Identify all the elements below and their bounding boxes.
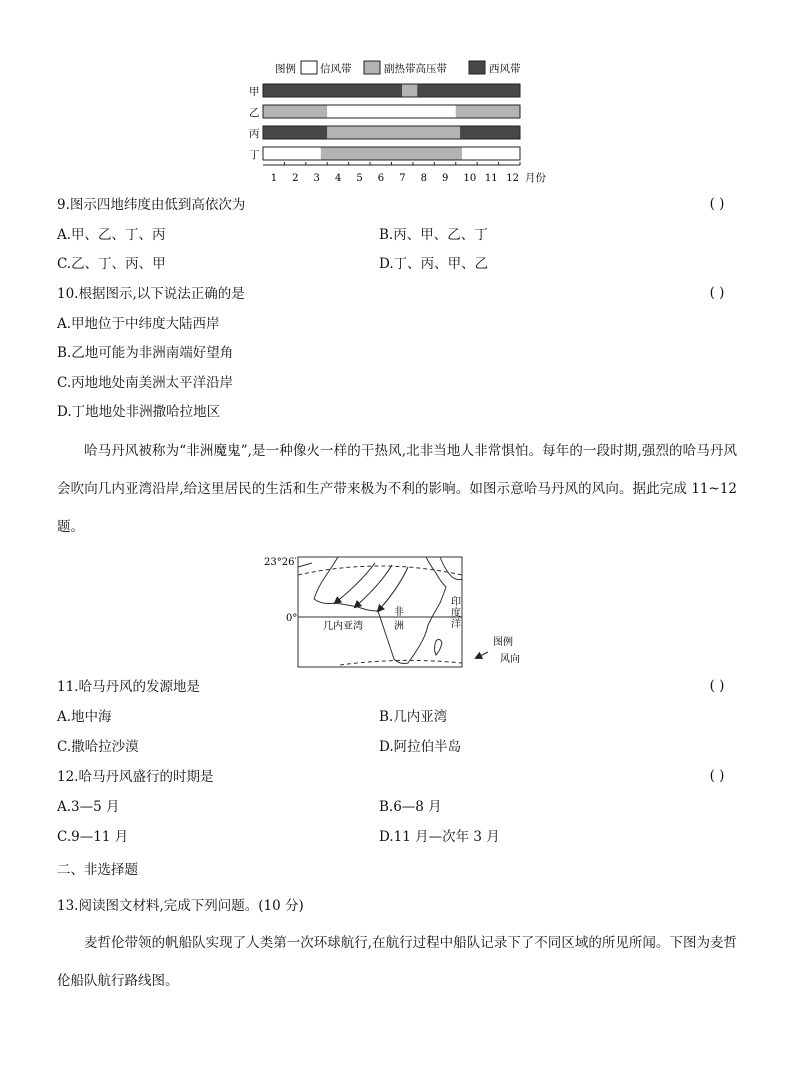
row-0-segment-2 bbox=[417, 84, 520, 97]
africa-label-1: 非 bbox=[394, 607, 404, 618]
q9-option-a: A.甲、乙、丁、丙 bbox=[57, 227, 166, 243]
harmattan-passage: 哈马丹风被称为“非洲魔鬼”,是一种像火一样的干热风,北非当地人非常惧怕。每年的一段时期,强烈的哈马丹风会吹向几内亚湾沿岸,给这里居民的生活和生产带来极为不利的影响。如图示意哈马丹风的风向。据此完成 11~12 题。 bbox=[57, 443, 737, 535]
gulf-of-guinea-label: 几内亚湾 bbox=[323, 621, 363, 632]
row-label-3: 丁 bbox=[249, 149, 260, 161]
map-legend-wind-label: 风向 bbox=[500, 654, 520, 665]
q10-answer-bracket: ( ) bbox=[709, 285, 725, 301]
legend-title: 图例 bbox=[275, 63, 296, 75]
q13-stem: 13.阅读图文材料,完成下列问题。(10 分) bbox=[57, 898, 304, 914]
legend-label-trade: 信风带 bbox=[320, 63, 352, 75]
row-label-0: 甲 bbox=[249, 86, 260, 98]
q11-stem: 11.哈马丹风的发源地是 bbox=[57, 679, 200, 695]
africa-label-2: 洲 bbox=[394, 621, 404, 632]
month-label-9: 10 bbox=[463, 173, 477, 184]
row-2-segment-1 bbox=[327, 126, 460, 139]
q12-answer-bracket: ( ) bbox=[709, 768, 725, 784]
indian-ocean-label-3: 洋 bbox=[451, 619, 461, 630]
month-label-10: 11 bbox=[484, 173, 498, 184]
legend-swatch-trade bbox=[301, 61, 317, 74]
q11-option-c: C.撒哈拉沙漠 bbox=[57, 739, 139, 755]
row-0-segment-1 bbox=[402, 84, 417, 97]
q11-answer-bracket: ( ) bbox=[709, 678, 725, 694]
row-3-segment-2 bbox=[462, 147, 520, 160]
map-legend-title: 图例 bbox=[493, 637, 513, 648]
month-label-5: 6 bbox=[377, 173, 385, 184]
legend-swatch-westerly bbox=[469, 61, 485, 74]
month-label-1: 2 bbox=[292, 173, 299, 184]
legend-swatch-subtropical-high bbox=[364, 61, 380, 74]
month-label-7: 8 bbox=[420, 173, 427, 184]
month-label-4: 5 bbox=[356, 173, 363, 184]
legend-label-westerly: 西风带 bbox=[489, 63, 521, 75]
row-label-1: 乙 bbox=[249, 107, 260, 119]
month-unit-label: 月份 bbox=[525, 172, 546, 184]
month-label-6: 7 bbox=[399, 173, 406, 184]
month-label-8: 9 bbox=[442, 173, 449, 184]
row-label-2: 丙 bbox=[249, 128, 260, 140]
map-legend-arrow bbox=[476, 652, 488, 658]
q10-option-c: C.丙地地处南美洲太平洋沿岸 bbox=[57, 375, 234, 391]
q12-option-b: B.6—8 月 bbox=[379, 799, 442, 815]
q9-answer-bracket: ( ) bbox=[709, 196, 725, 212]
q9-option-d: D.丁、丙、甲、乙 bbox=[379, 256, 489, 272]
row-2-segment-0 bbox=[263, 126, 327, 139]
q10-stem: 10.根据图示,以下说法正确的是 bbox=[57, 286, 245, 302]
row-2-segment-2 bbox=[460, 126, 520, 139]
row-3-segment-0 bbox=[263, 147, 321, 160]
q12-option-d: D.11 月—次年 3 月 bbox=[379, 829, 500, 845]
q12-stem: 12.哈马丹风盛行的时期是 bbox=[57, 769, 214, 785]
wind-belt-chart bbox=[0, 0, 794, 190]
q13-passage: 麦哲伦带领的帆船队实现了人类第一次环球航行,在航行过程中船队记录下了不同区域的所见所闻。下图为麦哲伦船队航行路线图。 bbox=[57, 935, 737, 989]
q9-option-c: C.乙、丁、丙、甲 bbox=[57, 256, 166, 272]
section-heading: 二、非选择题 bbox=[57, 862, 138, 878]
row-1-segment-0 bbox=[263, 105, 327, 118]
q10-option-d: D.丁地地处非洲撒哈拉地区 bbox=[57, 404, 221, 420]
row-1-segment-2 bbox=[456, 105, 520, 118]
month-label-3: 4 bbox=[334, 173, 342, 184]
map-frame bbox=[298, 557, 462, 667]
q11-option-b: B.几内亚湾 bbox=[379, 709, 448, 725]
q9-stem: 9.图示四地纬度由低到高依次为 bbox=[57, 197, 246, 213]
q11-option-d: D.阿拉伯半岛 bbox=[379, 739, 462, 755]
month-label-11: 12 bbox=[506, 173, 520, 184]
indian-ocean-label-1: 印 bbox=[451, 597, 461, 608]
q9-option-b: B.丙、甲、乙、丁 bbox=[379, 227, 488, 243]
legend-label-subtropical-high: 副热带高压带 bbox=[384, 63, 447, 75]
harmattan-map bbox=[0, 545, 794, 675]
month-label-2: 3 bbox=[313, 173, 320, 184]
equator-latitude-label: 0° bbox=[286, 613, 298, 624]
q12-option-c: C.9—11 月 bbox=[57, 829, 129, 845]
row-3-segment-1 bbox=[321, 147, 462, 160]
tropic-latitude-label: 23°26′ bbox=[264, 557, 297, 568]
q11-option-a: A.地中海 bbox=[57, 709, 112, 725]
row-0-segment-0 bbox=[263, 84, 402, 97]
month-label-0: 1 bbox=[270, 173, 278, 184]
q10-option-a: A.甲地位于中纬度大陆西岸 bbox=[57, 316, 220, 332]
row-1-segment-1 bbox=[327, 105, 456, 118]
q10-option-b: B.乙地可能为非洲南端好望角 bbox=[57, 345, 234, 361]
q12-option-a: A.3—5 月 bbox=[57, 799, 120, 815]
indian-ocean-label-2: 度 bbox=[451, 608, 461, 619]
